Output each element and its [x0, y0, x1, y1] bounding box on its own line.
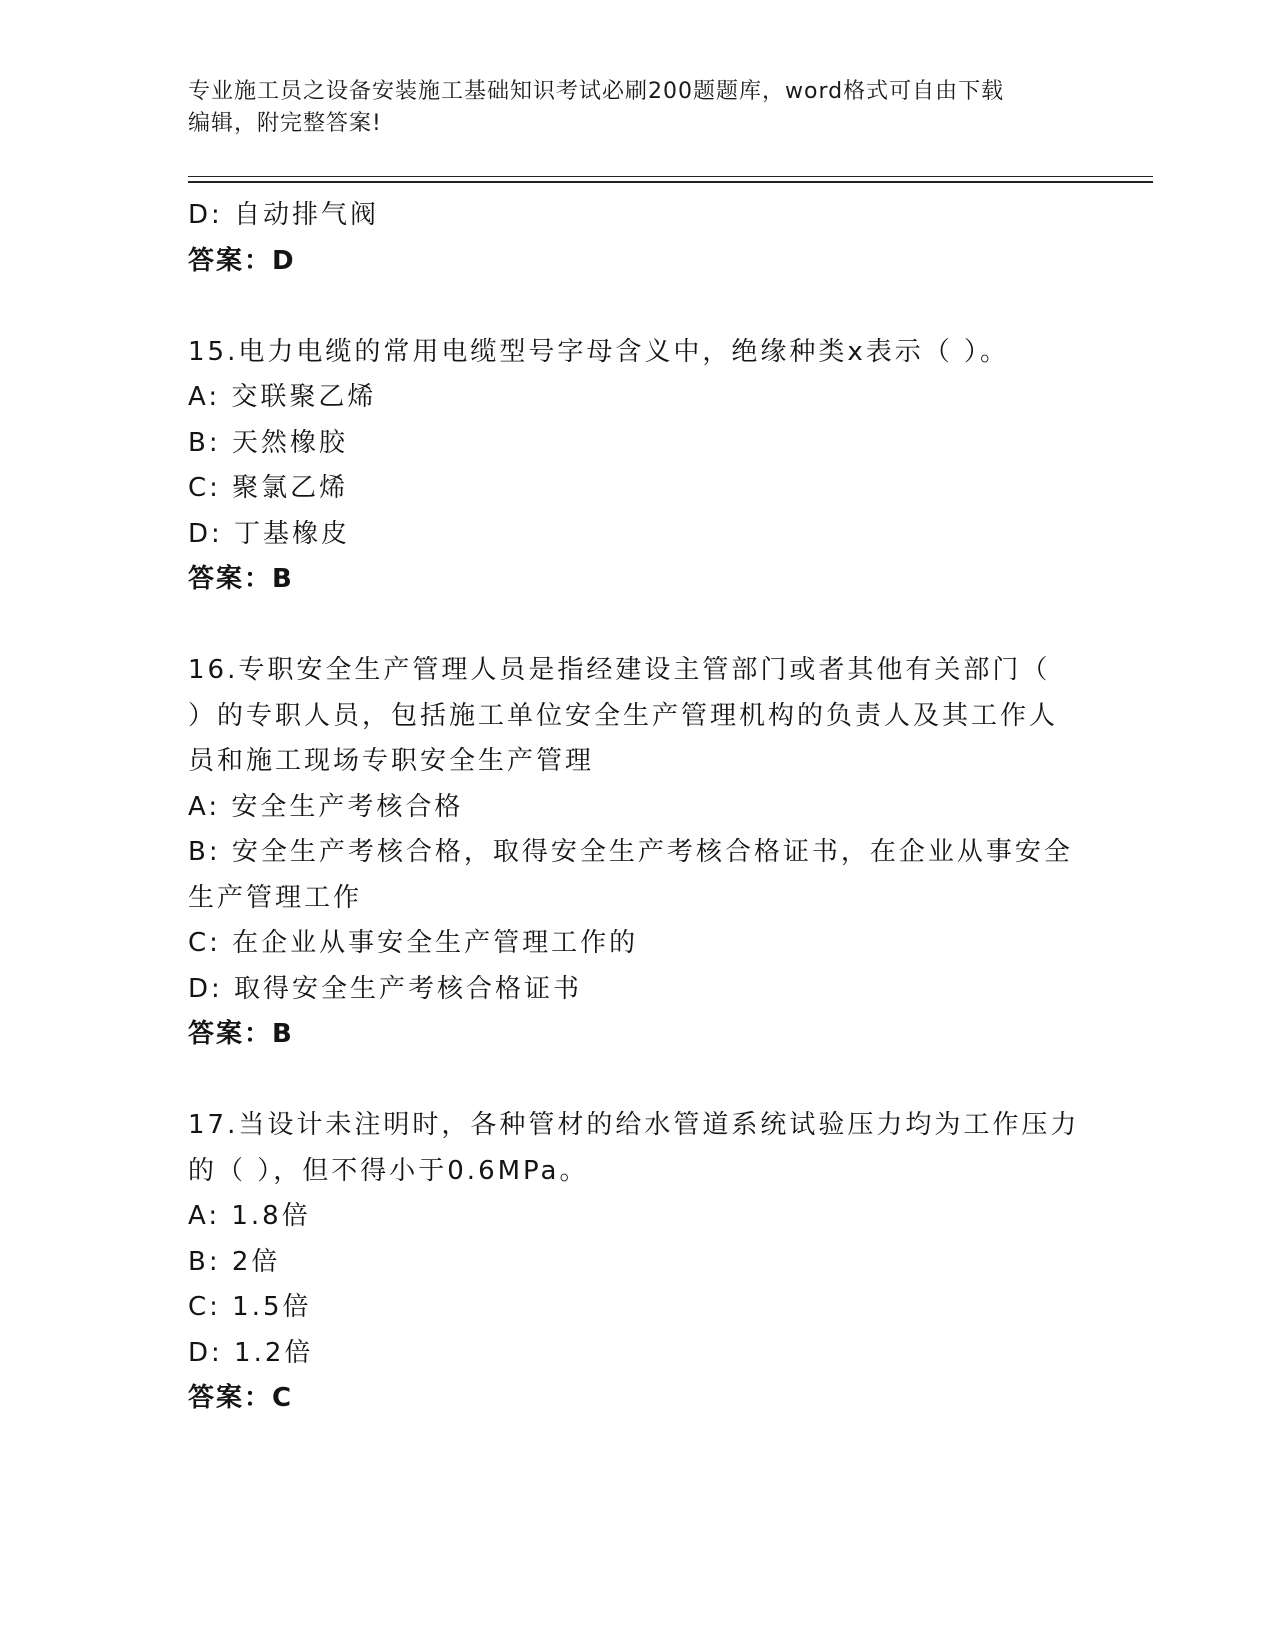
option-d: D: 自动排气阀 — [188, 200, 380, 230]
header-divider-thin — [188, 176, 1153, 177]
option-c: C: 聚氯乙烯 — [188, 473, 349, 503]
spacer — [188, 603, 1088, 649]
option-b: B: 天然橡胶 — [188, 427, 348, 458]
option-d: D: 取得安全生产考核合格证书 — [188, 973, 583, 1004]
option-b-continued: 生产管理工作 — [188, 882, 363, 913]
question-stem-line-1: 17.当设计未注明时，各种管材的给水管道系统试验压力均为工作压力 — [188, 1110, 1080, 1140]
question-stem-line-2: ）的专职人员，包括施工单位安全生产管理机构的负责人及其工作人 — [188, 700, 1059, 731]
spacer — [188, 1058, 1088, 1104]
option-a: A: 1.8倍 — [188, 1201, 311, 1231]
header-title-line-2: 编辑，附完整答案! — [188, 111, 382, 136]
answer-line: 答案：C — [188, 1383, 294, 1413]
question-stem: 15.电力电缆的常用电缆型号字母含义中，绝缘种类x表示（ ）。 — [188, 336, 1010, 367]
question-content — [188, 193, 1088, 1422]
answer-line: 答案：D — [188, 245, 296, 276]
option-d: D: 丁基橡皮 — [188, 518, 351, 549]
question-15 — [188, 330, 1088, 603]
option-b: B: 2倍 — [188, 1246, 281, 1277]
question-stem-line-1: 16.专职安全生产管理人员是指经建设主管部门或者其他有关部门（ — [188, 655, 1051, 685]
question-stem-line-2: 的（ ），但不得小于0.6MPa。 — [188, 1155, 589, 1186]
spacer — [188, 284, 1088, 330]
question-17 — [188, 1103, 1088, 1422]
option-c: C: 1.5倍 — [188, 1292, 312, 1322]
question-16 — [188, 648, 1088, 1058]
option-b: B: 安全生产考核合格，取得安全生产考核合格证书，在企业从事安全 — [188, 837, 1073, 867]
option-a: A: 安全生产考核合格 — [188, 791, 464, 822]
carryover-question — [188, 193, 1088, 284]
option-a: A: 交联聚乙烯 — [188, 382, 377, 412]
header-divider-thick — [188, 181, 1153, 183]
header-title-line-1: 专业施工员之设备安装施工基础知识考试必刷200题题库，word格式可自由下载 — [188, 79, 1005, 104]
option-c: C: 在企业从事安全生产管理工作的 — [188, 928, 639, 958]
document-header — [188, 76, 1088, 140]
answer-line: 答案：B — [188, 1019, 294, 1049]
answer-line: 答案：B — [188, 564, 294, 594]
question-stem-line-3: 员和施工现场专职安全生产管理 — [188, 746, 595, 776]
option-d: D: 1.2倍 — [188, 1337, 314, 1368]
